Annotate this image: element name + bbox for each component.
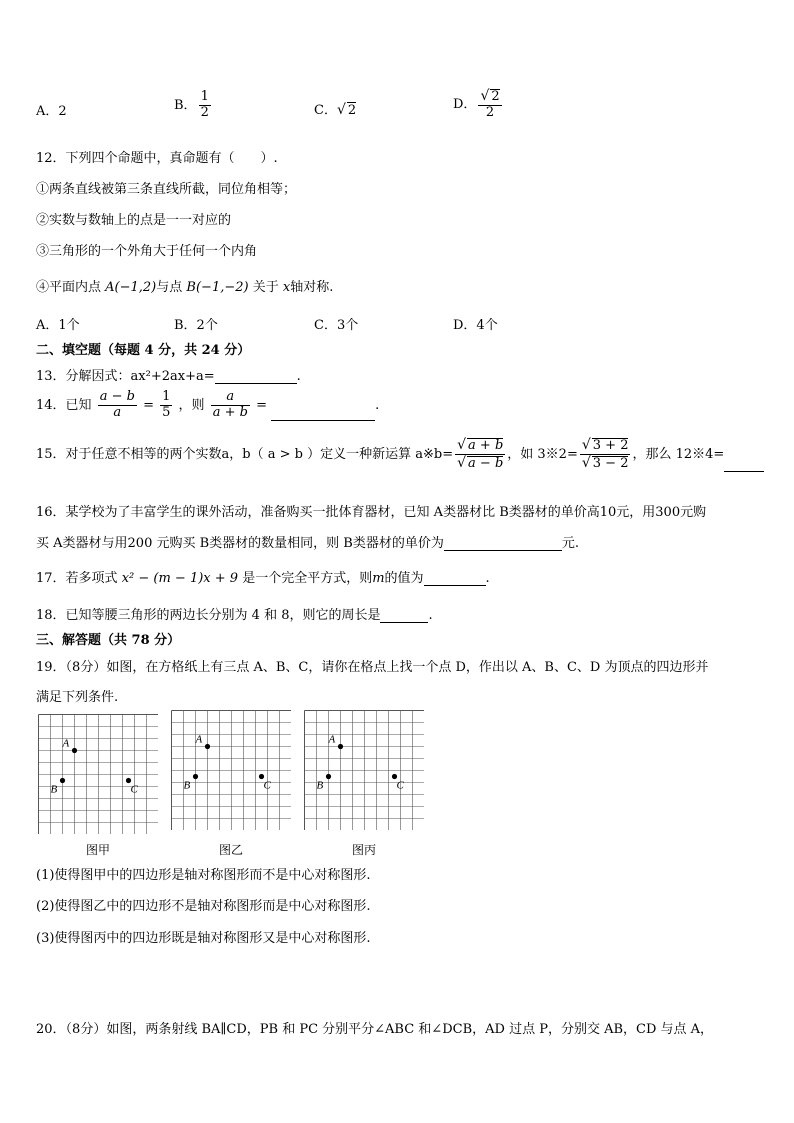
- q16-line-2: 买 A类器材与用200 元购买 B类器材的数量相同，则 B类器材的单价为 元.: [36, 536, 579, 551]
- q15: 15．对于任意不相等的两个实数a，b（ a > b ）定义一种新运算 a※b= $\frac{√ a + b}{√ a - b}$ ，如 3※2= $\frac{√ 3 + 2}{√ 3 - 2}$ ，那么 12※4=: [36, 437, 764, 472]
- answer-blank: [444, 538, 562, 551]
- q12-statement-4: ④平面内点 A(−1,2)与点 B(−1,−2) 关于 x轴对称.: [36, 280, 334, 295]
- point-b: [326, 774, 331, 779]
- point-a: [338, 744, 343, 749]
- fraction: $\frac{a - b}{a}$: [99, 389, 135, 420]
- fraction: $\frac{√ 3 + 2}{√ 3 - 2}$: [581, 437, 629, 471]
- point-label-b: B: [183, 779, 191, 792]
- point-label-a: A: [62, 737, 70, 750]
- point-b: [193, 774, 198, 779]
- q19-condition-1: (1)使得图甲中的四边形是轴对称图形而不是中心对称图形.: [36, 868, 371, 883]
- fraction: $\frac{√ 2}{2}$: [480, 88, 500, 120]
- q14: 14．已知 $\frac{a - b}{a}$ = $\frac{1}{5}$ ，则 $\frac{a}{a + b}$ = .: [36, 389, 380, 420]
- section-heading-solutions: 三、解答题（共 78 分）: [36, 633, 181, 648]
- point-c: [392, 774, 397, 779]
- q11-option-d: D． $\frac{√ 2}{2}$: [453, 88, 500, 120]
- fraction: $\frac{√ a + b}{√ a - b}$: [457, 437, 504, 471]
- q19-line-2: 满足下列条件.: [36, 690, 119, 705]
- grid-figure-yi: [171, 710, 291, 830]
- q12-statement-3: ③三角形的一个外角大于任何一个内角: [36, 244, 258, 259]
- answer-blank: [215, 371, 297, 384]
- point-a: [205, 744, 210, 749]
- grid-caption-yi: 图乙: [219, 843, 244, 857]
- point-a: [72, 748, 77, 753]
- fraction: $\frac{a}{a + b}$: [212, 389, 248, 420]
- q20: 20．（8分）如图，两条射线 BA∥CD，PB 和 PC 分别平分∠ABC 和∠DCB，AD 过点 P，分别交 AB，CD 与点 A，: [36, 1022, 714, 1037]
- point-label-a: A: [328, 733, 336, 746]
- answer-blank: [271, 408, 375, 421]
- grid-figure-bing: [304, 710, 424, 830]
- q19-condition-3: (3)使得图丙中的四边形既是轴对称图形又是中心对称图形.: [36, 931, 371, 946]
- q11-option-a: A．2: [36, 104, 67, 119]
- answer-blank: [724, 459, 764, 472]
- fraction: $\frac{1}{5}$: [162, 389, 171, 420]
- q12-stem: 12．下列四个命题中，真命题有（ ）.: [36, 151, 278, 166]
- point-b: [60, 778, 65, 783]
- grid-caption-jia: 图甲: [86, 843, 111, 857]
- point-label-b: B: [316, 779, 324, 792]
- point-label-a: A: [195, 733, 203, 746]
- point-c: [126, 778, 131, 783]
- q17: 17．若多项式 x² − (m − 1)x + 9 是一个完全平方式，则m的值为 .: [36, 571, 490, 586]
- q19-condition-2: (2)使得图乙中的四边形不是轴对称图形而是中心对称图形.: [36, 899, 371, 914]
- answer-blank: [380, 610, 428, 623]
- point-label-c: C: [263, 779, 271, 792]
- section-heading-fill-in: 二、填空题（每题 4 分，共 24 分）: [36, 343, 251, 358]
- grid-figure-jia: [38, 714, 158, 834]
- grid-caption-bing: 图丙: [352, 843, 377, 857]
- q16-line-1: 16．某学校为了丰富学生的课外活动，准备购买一批体育器材，已知 A类器材比 B类器材的单价高10元，用300元购: [36, 505, 707, 520]
- q12-option-c: C．3个: [314, 318, 359, 333]
- point-label-c: C: [396, 779, 404, 792]
- q12-option-a: A．1个: [36, 318, 80, 333]
- q13: 13．分解因式：ax²+2ax+a= .: [36, 369, 301, 384]
- answer-blank: [424, 573, 486, 586]
- q12-option-d: D．4个: [453, 318, 498, 333]
- q19-line-1: 19．（8分）如图，在方格纸上有三点 A、B、C，请你在格点上找一个点 D，作出以 A、B、C、D 为顶点的四边形并: [36, 660, 709, 675]
- q12-statement-2: ②实数与数轴上的点是一一对应的: [36, 213, 232, 228]
- q12-option-b: B．2个: [174, 318, 218, 333]
- point-label-b: B: [50, 783, 58, 796]
- q12-statement-1: ①两条直线被第三条直线所截，同位角相等；: [36, 182, 297, 197]
- point-label-c: C: [130, 783, 138, 796]
- q18: 18．已知等腰三角形的两边长分别为 4 和 8，则它的周长是 .: [36, 608, 433, 623]
- q11-option-b: B． $\frac{1}{2}$: [174, 89, 209, 120]
- q11-option-c: C．√ 2: [314, 102, 357, 118]
- fraction: $\frac{1}{2}$: [200, 89, 209, 120]
- point-c: [259, 774, 264, 779]
